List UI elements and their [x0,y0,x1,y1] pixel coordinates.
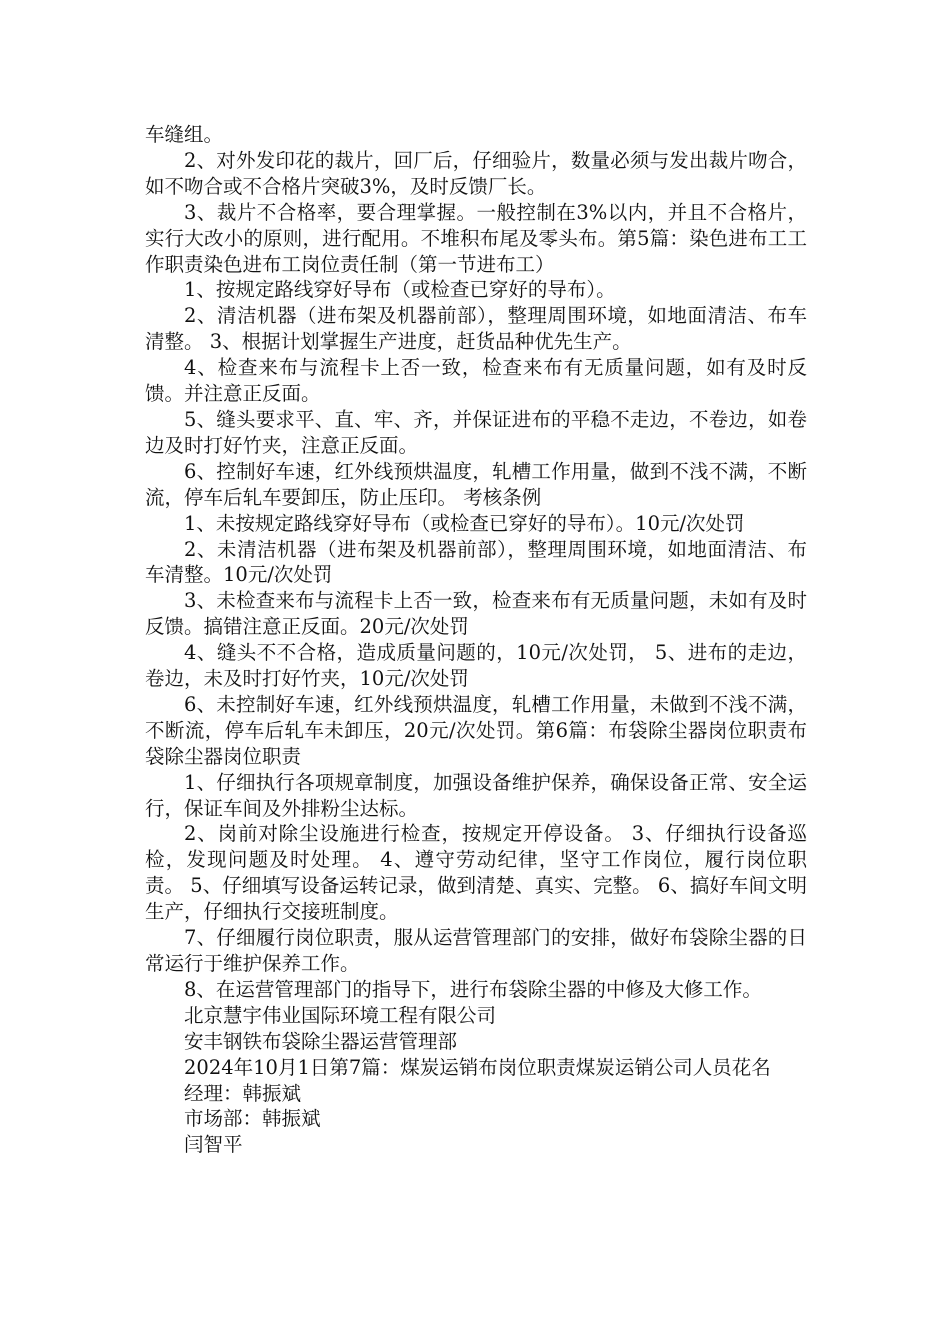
company-name: 北京慧宇伟业国际环境工程有限公司 [184,1003,497,1027]
paragraph: 1、未按规定路线穿好导布（或检查已穿好的导布）。10元/次处罚 [184,511,745,535]
paragraph: 2、对外发印花的裁片，回厂后，仔细验片，数量必须与发出裁片吻合，如不吻合或不合格片突破3%，及时反馈厂长。 [145,148,807,198]
date-line: 2024年10月1日第7篇：煤炭运销布岗位职责煤炭运销公司人员花名 [184,1055,771,1079]
paragraph: 5、缝头要求平、直、牢、齐，并保证进布的平稳不走边，不卷边，如卷边及时打好竹夹，注意正反面。 [145,407,807,457]
paragraph: 2、清洁机器（进布架及机器前部），整理周围环境，如地面清洁、布车清整。 3、根据计划掌握生产进度，赶货品种优先生产。 [145,304,807,354]
paragraph: 2、岗前对除尘设施进行检查，按规定开停设备。 3、仔细执行设备巡检，发现问题及时处理。 4、遵守劳动纪律，坚守工作岗位，履行岗位职责。 5、仔细填写设备运转记录，做到清楚、真实、完整。 6、搞好车间文明生产，仔细执行交接班制度。 [145,822,807,924]
paragraph: 3、未检查来布与流程卡上否一致，检查来布有无质量问题，未如有及时反馈。搞错注意正反面。20元/次处罚 [145,589,807,639]
paragraph: 2、未清洁机器（进布架及机器前部），整理周围环境，如地面清洁、布车清整。10元/次处罚 [145,537,807,587]
paragraph: 1、按规定路线穿好导布（或检查已穿好的导布）。 [184,278,616,302]
paragraph: 1、仔细执行各项规章制度，加强设备维护保养，确保设备正常、安全运行，保证车间及外排粉尘达标。 [145,770,807,820]
paragraph: 6、未控制好车速，红外线预烘温度，轧槽工作用量，未做到不浅不满，不断流，停车后轧车未卸压，20元/次处罚。第6篇：布袋除尘器岗位职责布袋除尘器岗位职责 [145,692,807,768]
roster-line: 闫智平 [184,1133,243,1157]
paragraph-continuation: 车缝组。 [145,123,224,146]
paragraph: 6、控制好车速，红外线预烘温度，轧槽工作用量，做到不浅不满，不断流，停车后轧车要卸压，防止压印。 考核条例 [145,459,807,509]
roster-line: 市场部：韩振斌 [184,1107,321,1131]
paragraph: 4、缝头不不合格，造成质量问题的，10元/次处罚， 5、进布的走边，卷边，未及时打好竹夹，10元/次处罚 [145,641,807,691]
paragraph: 7、仔细履行岗位职责，服从运营管理部门的安排，做好布袋除尘器的日常运行于维护保养工作。 [145,926,807,975]
paragraph: 8、在运营管理部门的指导下，进行布袋除尘器的中修及大修工作。 [184,977,762,1001]
roster-line: 经理：韩振斌 [184,1081,302,1105]
paragraph: 3、裁片不合格率，要合理掌握。一般控制在3%以内，并且不合格片，实行大改小的原则，进行配用。不堆积布尾及零头布。第5篇：染色进布工工作职责染色进布工岗位责任制（第一节进布工） [145,200,807,276]
paragraph: 4、检查来布与流程卡上否一致，检查来布有无质量问题，如有及时反馈。并注意正反面。 [145,356,807,406]
document-body [145,122,807,1158]
department-name: 安丰钢铁布袋除尘器运营管理部 [184,1029,458,1053]
